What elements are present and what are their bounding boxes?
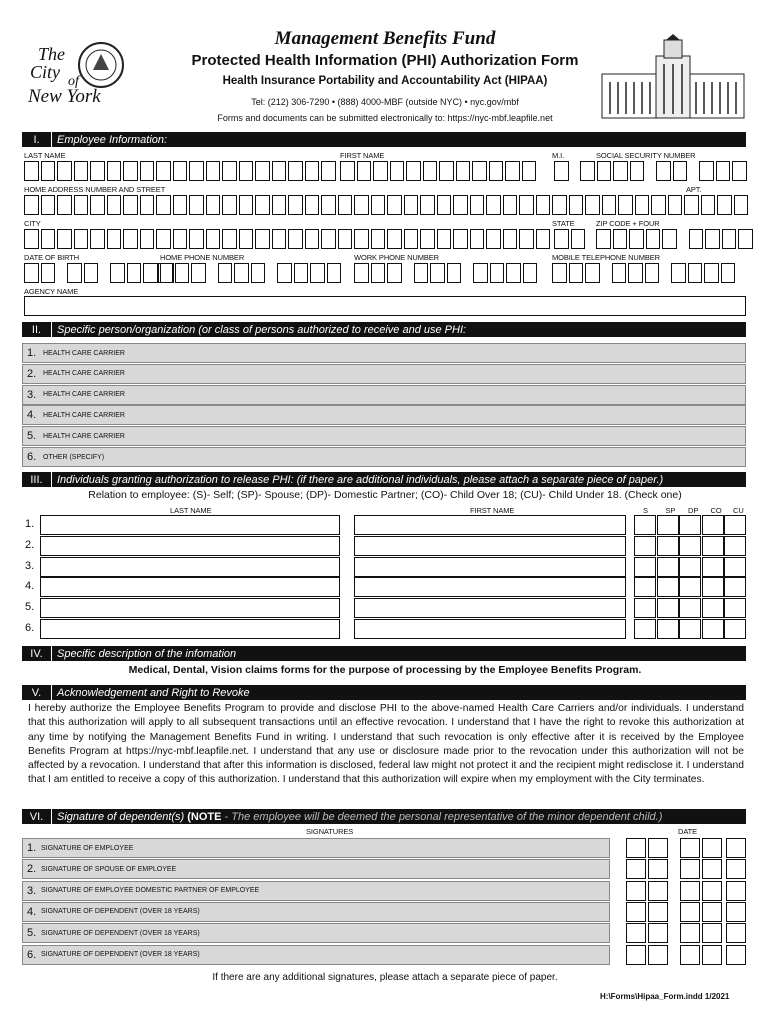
carrier-row[interactable] [22, 405, 746, 425]
row-label: SIGNATURE OF EMPLOYEE DOMESTIC PARTNER OF EMPLOYEE [41, 887, 260, 895]
date-digit-box[interactable] [648, 923, 668, 943]
date-digit-box[interactable] [702, 923, 722, 943]
date-digit-box[interactable] [702, 881, 722, 901]
mobile-label: MOBILE TELEPHONE NUMBER [552, 253, 661, 262]
date-digit-box[interactable] [626, 881, 646, 901]
row-number: 3. [27, 884, 37, 897]
row-label: HEALTH CARE CARRIER [43, 411, 125, 419]
signature-row[interactable] [22, 881, 610, 901]
first-name-boxes[interactable] [340, 161, 538, 181]
carrier-row[interactable] [22, 447, 746, 467]
row-label: SIGNATURE OF SPOUSE OF EMPLOYEE [41, 865, 177, 873]
carrier-row[interactable] [22, 364, 746, 384]
date-digit-box[interactable] [626, 923, 646, 943]
electronic-line: Forms and documents can be submitted electronically to: https://nyc-mbf.leapfile.net [217, 113, 553, 123]
individual-first-name-input[interactable] [354, 598, 626, 618]
relation-checkbox[interactable] [679, 557, 701, 577]
signatures-label: SIGNATURES [306, 827, 354, 836]
individual-last-name-input[interactable] [40, 515, 340, 535]
home-address-label: HOME ADDRESS NUMBER AND STREET [24, 185, 166, 194]
mobile-boxes[interactable] [552, 263, 737, 283]
relation-checkbox[interactable] [702, 598, 724, 618]
section-3-header [22, 472, 746, 487]
signature-row[interactable] [22, 923, 610, 943]
row-number: 6. [27, 451, 37, 463]
date-digit-box[interactable] [680, 923, 700, 943]
date-digit-box[interactable] [648, 838, 668, 858]
signature-row[interactable] [22, 838, 610, 858]
zip-boxes[interactable] [596, 229, 755, 249]
row-number: 1. [27, 347, 37, 359]
first-name-label: FIRST NAME [340, 151, 385, 160]
relation-checkbox[interactable] [679, 515, 701, 535]
date-digit-box[interactable] [626, 838, 646, 858]
relation-checkbox[interactable] [702, 557, 724, 577]
hipaa-act: Health Insurance Portability and Accountability Act (HIPAA) [222, 75, 548, 87]
carrier-row[interactable] [22, 343, 746, 363]
date-digit-box[interactable] [702, 838, 722, 858]
individual-first-name-input[interactable] [354, 515, 626, 535]
city-boxes[interactable] [24, 229, 552, 249]
footer-file: H:\Forms\Hipaa_Form.indd 1/2021 [600, 992, 730, 1001]
relation-code-label: CU [733, 506, 744, 515]
individual-last-name-input[interactable] [40, 598, 340, 618]
acknowledgement-text: I hereby authorize the Employee Benefits Program to provide and disclose PHI to the above-named Health Care Carriers and/or individuals. I understand that this authorization will apply to all subsequent transactions until an effective revocation. I understand that I have the right to revoke this authorization at any time by notifying the Management Benefits Fund in writing. I understand that such revocation is only effective after it is received by the Employee Benefits Program at https://nyc-mbf.leapfile.net. I understand that any use or disclosure made prior to the revocation under this authorization will not be affected by a revocation. I understand that after this information is disclosed, federal law might not protect it and the recipient might redisclose it. I understand that I am entitled to receive a copy of this authorization. I understand that this authorization will expire when my employment with the City terminates. [28, 703, 744, 786]
date-digit-box[interactable] [702, 859, 722, 879]
section-title: Specific description of the infomation [57, 647, 237, 660]
date-digit-box[interactable] [680, 945, 700, 965]
relation-checkbox[interactable] [679, 577, 701, 597]
mi-label: M.I. [552, 151, 565, 160]
section-2-header [22, 322, 746, 337]
relation-checkbox[interactable] [634, 619, 656, 639]
individual-first-name-input[interactable] [354, 536, 626, 556]
s3-first-name-label: FIRST NAME [470, 506, 515, 515]
relation-checkbox[interactable] [634, 598, 656, 618]
dob-boxes[interactable] [24, 263, 176, 283]
relation-checkbox[interactable] [702, 536, 724, 556]
home-address-boxes[interactable] [24, 195, 750, 215]
date-digit-box[interactable] [648, 881, 668, 901]
relation-code-label: S [643, 506, 648, 515]
section-1-header [22, 132, 746, 147]
relation-checkbox[interactable] [679, 619, 701, 639]
section-title: Acknowledgement and Right to Revoke [57, 686, 250, 699]
relation-checkbox[interactable] [657, 598, 679, 618]
row-label: SIGNATURE OF EMPLOYEE [41, 844, 134, 852]
relation-legend: Relation to employee: (S)- Self; (SP)- Spouse; (DP)- Domestic Partner; (CO)- Child Over 18; (CU)- Child Under 18. (Check one) [88, 489, 682, 501]
section-6-header [22, 809, 746, 824]
state-boxes[interactable] [554, 229, 587, 249]
relation-code-label: DP [688, 506, 699, 515]
date-digit-box[interactable] [726, 945, 746, 965]
row-number: 6. [27, 948, 37, 961]
row-number: 5. [27, 430, 37, 443]
ssn-boxes[interactable] [580, 161, 749, 181]
row-label: HEALTH CARE CARRIER [43, 432, 125, 440]
section-num: II. [22, 322, 52, 337]
logo-of: of [68, 74, 79, 89]
date-digit-box[interactable] [680, 881, 700, 901]
date-digit-box[interactable] [626, 945, 646, 965]
individual-last-name-input[interactable] [40, 619, 340, 639]
row-number: 4. [27, 409, 37, 422]
last-name-label: LAST NAME [24, 151, 66, 160]
row-label: SIGNATURE OF DEPENDENT (OVER 18 YEARS) [41, 929, 200, 937]
work-phone-label: WORK PHONE NUMBER [354, 253, 439, 262]
row-number: 4. [25, 580, 35, 593]
row-number: 1. [27, 842, 37, 854]
date-digit-box[interactable] [726, 859, 746, 879]
row-label: HEALTH CARE CARRIER [43, 349, 125, 357]
apt-label: APT. [686, 185, 702, 194]
relation-checkbox[interactable] [724, 536, 746, 556]
date-digit-box[interactable] [648, 902, 668, 922]
date-digit-box[interactable] [726, 923, 746, 943]
row-label: SIGNATURE OF DEPENDENT (OVER 18 YEARS) [41, 908, 200, 916]
individual-first-name-input[interactable] [354, 619, 626, 639]
relation-checkbox[interactable] [702, 619, 724, 639]
relation-checkbox[interactable] [634, 536, 656, 556]
date-digit-box[interactable] [680, 838, 700, 858]
date-digit-box[interactable] [626, 859, 646, 879]
signature-row[interactable] [22, 945, 610, 965]
relation-code-label: SP [665, 506, 676, 515]
logo-the: The [38, 44, 65, 64]
section-title: Specific person/organization (or class of persons authorized to receive and use PHI: [57, 323, 467, 336]
date-digit-box[interactable] [726, 838, 746, 858]
agency-label: AGENCY NAME [24, 287, 79, 296]
individual-last-name-input[interactable] [40, 536, 340, 556]
relation-checkbox[interactable] [724, 515, 746, 535]
row-number: 4. [27, 905, 37, 918]
city-label: CITY [24, 219, 41, 228]
relation-checkbox[interactable] [657, 515, 679, 535]
relation-checkbox[interactable] [724, 577, 746, 597]
sig-title: Signature of dependent(s) [57, 810, 185, 823]
section-num: I. [22, 132, 52, 147]
relation-checkbox[interactable] [634, 557, 656, 577]
row-label: HEALTH CARE CARRIER [43, 370, 125, 378]
relation-checkbox[interactable] [702, 515, 724, 535]
info-description: Medical, Dental, Vision claims forms for the purpose of processing by the Employee Benefits Program. [128, 664, 642, 676]
signature-row[interactable] [22, 902, 610, 922]
carrier-row[interactable] [22, 426, 746, 446]
logo-newyork: New York [28, 86, 101, 107]
section-num: VI. [22, 809, 52, 824]
individual-last-name-input[interactable] [40, 577, 340, 597]
section-num: V. [22, 685, 52, 700]
relation-checkbox[interactable] [679, 598, 701, 618]
state-label: STATE [552, 219, 575, 228]
row-number: 3. [27, 388, 37, 401]
row-number: 1. [25, 518, 35, 530]
relation-checkbox[interactable] [634, 577, 656, 597]
date-digit-box[interactable] [680, 902, 700, 922]
note-bold: (NOTE [187, 810, 222, 823]
individual-first-name-input[interactable] [354, 557, 626, 577]
date-digit-box[interactable] [726, 881, 746, 901]
date-digit-box[interactable] [726, 902, 746, 922]
footer-note: If there are any additional signatures, please attach a separate piece of paper. [212, 972, 558, 983]
relation-checkbox[interactable] [634, 515, 656, 535]
note-text: - The employee will be deemed the personal representative of the minor dependent child.) [221, 810, 663, 823]
row-label: HEALTH CARE CARRIER [43, 391, 125, 399]
date-digit-box[interactable] [626, 902, 646, 922]
row-label: OTHER (SPECIFY) [43, 453, 105, 461]
ssn-label: SOCIAL SECURITY NUMBER [596, 151, 696, 160]
row-number: 3. [25, 559, 35, 572]
home-phone-boxes[interactable] [158, 263, 343, 283]
relation-checkbox[interactable] [679, 536, 701, 556]
work-phone-boxes[interactable] [354, 263, 539, 283]
agency-input[interactable] [24, 296, 746, 316]
date-digit-box[interactable] [680, 859, 700, 879]
carrier-row[interactable] [22, 385, 746, 405]
logo-city: City [30, 62, 60, 82]
relation-checkbox[interactable] [724, 598, 746, 618]
individual-last-name-input[interactable] [40, 557, 340, 577]
row-number: 2. [25, 538, 35, 551]
date-digit-box[interactable] [648, 945, 668, 965]
row-label: SIGNATURE OF DEPENDENT (OVER 18 YEARS) [41, 951, 200, 958]
section-num: IV. [22, 646, 52, 661]
date-digit-box[interactable] [648, 859, 668, 879]
s3-last-name-label: LAST NAME [170, 506, 212, 515]
section-num: III. [22, 472, 52, 487]
section-title: Individuals granting authorization to release PHI: (if there are additional individuals, please attach a separate piece of paper.) [57, 473, 664, 486]
individual-first-name-input[interactable] [354, 577, 626, 597]
fund-title: Management Benefits Fund [274, 28, 496, 49]
signature-row[interactable] [22, 859, 610, 879]
row-number: 5. [25, 601, 35, 614]
relation-checkbox[interactable] [702, 577, 724, 597]
row-number: 2. [27, 863, 37, 876]
contact-line: Tel: (212) 306-7290 • (888) 4000-MBF (outside NYC) • nyc.gov/mbf [251, 97, 519, 107]
relation-checkbox[interactable] [724, 557, 746, 577]
form-title: Protected Health Information (PHI) Authorization Form [191, 52, 579, 69]
relation-checkbox[interactable] [657, 557, 679, 577]
section-title: Employee Information: [57, 133, 168, 146]
row-number: 6. [25, 622, 35, 634]
section-4-header [22, 646, 746, 661]
zip-label: ZIP CODE + FOUR [596, 219, 660, 228]
date-label: DATE [678, 827, 698, 836]
last-name-boxes[interactable] [24, 161, 338, 181]
date-digit-box[interactable] [702, 902, 722, 922]
section-title [52, 811, 662, 823]
relation-code-label: CO [710, 506, 722, 515]
home-phone-label: HOME PHONE NUMBER [160, 253, 245, 262]
mi-box[interactable] [554, 161, 571, 181]
dob-label: DATE OF BIRTH [24, 253, 80, 262]
relation-checkbox[interactable] [724, 619, 746, 639]
relation-checkbox[interactable] [657, 577, 679, 597]
row-number: 2. [27, 367, 37, 380]
row-number: 5. [27, 927, 37, 940]
section-5-header [22, 685, 746, 700]
date-digit-box[interactable] [702, 945, 722, 965]
relation-checkbox[interactable] [657, 536, 679, 556]
relation-checkbox[interactable] [657, 619, 679, 639]
